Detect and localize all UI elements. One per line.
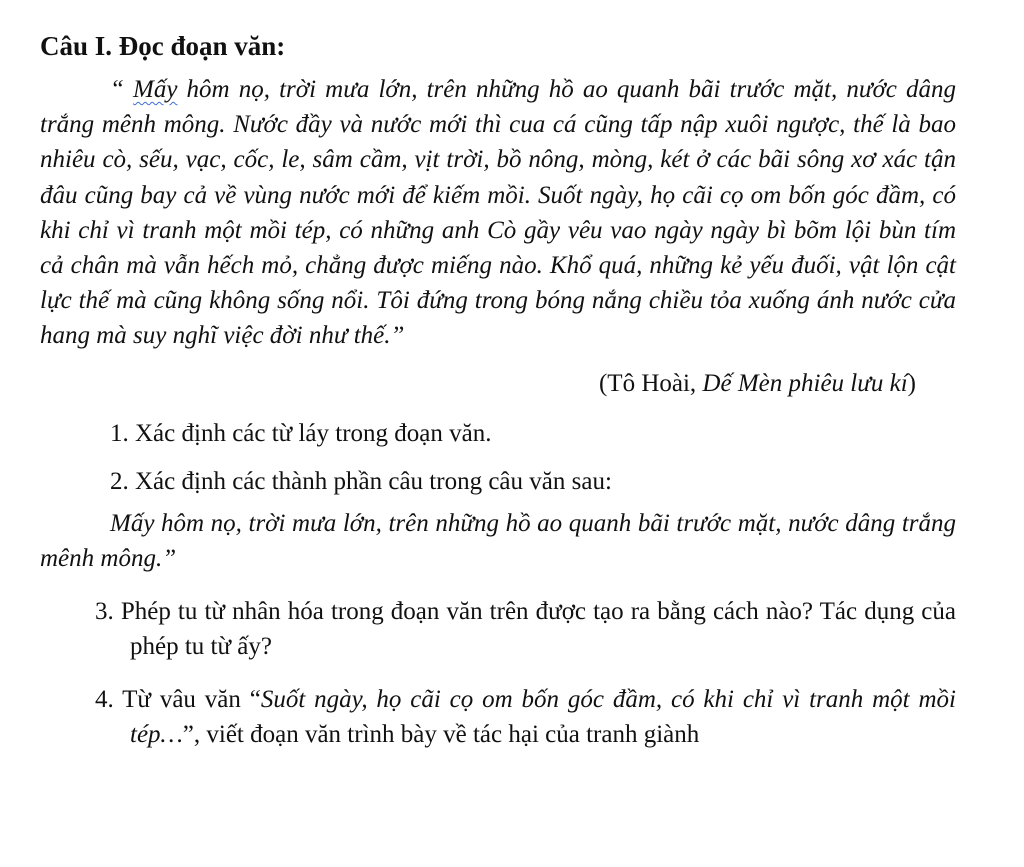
question-4-quote: Suốt ngày, họ cãi cọ om bốn góc đầm, có khi chỉ vì tranh một mồi tép…	[130, 685, 956, 748]
document-page	[40, 28, 956, 752]
question-4-suffix: ”, viết đoạn văn trình bày về tác hại của tranh giành	[182, 720, 700, 748]
question-2: 2. Xác định các thành phần câu trong câu văn sau:	[110, 467, 612, 495]
source-title: Dế Mèn phiêu lưu kí	[702, 369, 908, 397]
passage-open-quote: “	[110, 76, 134, 103]
question-2-quote: Mấy hôm nọ, trời mưa lớn, trên những hồ ao quanh bãi trước mặt, nước dâng trắng mênh mông.”	[40, 509, 956, 572]
question-4-prefix: 4. Từ vâu văn “	[95, 685, 261, 713]
passage-source	[40, 366, 916, 402]
question-1: 1. Xác định các từ láy trong đoạn văn.	[110, 419, 492, 447]
question-4	[40, 682, 956, 752]
section-heading: Câu I. Đọc đoạn văn:	[40, 31, 286, 61]
passage-first-word: Mấy	[133, 76, 178, 103]
source-close: )	[907, 369, 916, 397]
reading-passage	[40, 72, 956, 354]
question-3: 3. Phép tu từ nhân hóa trong đoạn văn trên được tạo ra bằng cách nào? Tác dụng của phép tu từ ấy?	[95, 597, 956, 660]
passage-text: hôm nọ, trời mưa lớn, trên những hồ ao quanh bãi trước mặt, nước dâng trắng mênh mông. Nước đầy và nước mới thì cua cá cũng tấp nập xuôi ngược, thế là bao nhiêu cò, sếu, vạc, cốc, le, sâm cầm, vịt trời, bồ nông, mòng, két ở các bãi sông xơ xác tận đâu cũng bay cả về vùng nước mới để kiếm mồi. Suốt ngày, họ cãi cọ om bốn góc đầm, có khi chỉ vì tranh một mồi tép, có những anh Cò gầy vêu vao ngày ngày bì bõm lội bùn tím cả chân mà vẫn hếch mỏ, chẳng được miếng nào. Khổ quá, những kẻ yếu đuối, vật lộn cật lực thế mà cũng không sống nổi. Tôi đứng trong bóng nắng chiều tỏa xuống ánh nước cửa hang mà suy nghĩ việc đời như thế.”	[40, 76, 956, 350]
source-author: (Tô Hoài,	[598, 369, 703, 397]
